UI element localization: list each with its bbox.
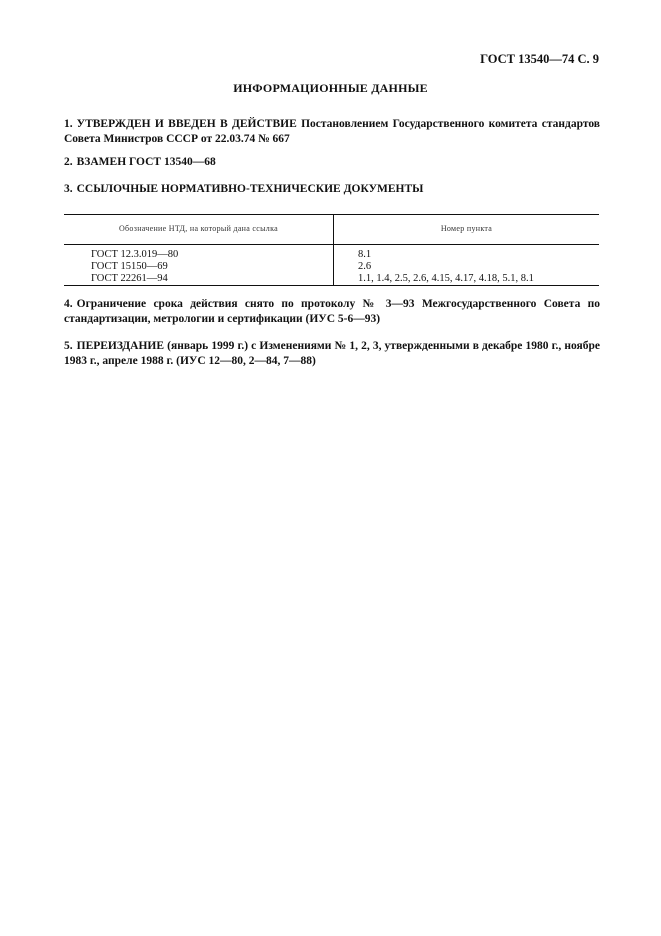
item-number: 1. xyxy=(64,118,73,130)
table-column-clauses xyxy=(358,249,534,285)
item-text: Постановлением Государственного комитета стандартов Совета Министров СССР от 22.03.74 № 667 xyxy=(64,118,600,145)
table-header-rule xyxy=(64,244,599,245)
table-cell-clause: 2.6 xyxy=(358,261,372,272)
item-lead: УТВЕРЖДЕН И ВВЕДЕН В ДЕЙСТВИЕ xyxy=(76,118,297,130)
table-header-document: Обозначение НТД, на который дана ссылка xyxy=(118,224,279,233)
table-column-documents xyxy=(91,249,178,285)
document-reference: ГОСТ 13540—74 С. 9 xyxy=(480,52,599,66)
item-text: Ограничение срока действия снято по протоколу № 3—93 Межгосударственного Совета по стандартизации, метрологии и сертификации (ИУС 5-6—93) xyxy=(64,298,600,325)
table-cell-clause: 8.1 xyxy=(358,249,372,260)
page-title: ИНФОРМАЦИОННЫЕ ДАННЫЕ xyxy=(233,81,428,95)
table-bottom-rule xyxy=(64,285,599,286)
table-header-clause: Номер пункта xyxy=(440,224,493,233)
info-item-5 xyxy=(64,339,600,369)
item-number: 3. xyxy=(64,183,73,195)
item-lead: ВЗАМЕН ГОСТ 13540—68 xyxy=(76,156,216,168)
table-top-rule xyxy=(64,214,599,215)
info-item-1 xyxy=(64,117,600,147)
item-number: 2. xyxy=(64,156,73,168)
table-cell-doc: ГОСТ 15150—69 xyxy=(91,261,168,272)
info-item-2 xyxy=(64,155,600,170)
table-cell-doc: ГОСТ 22261—94 xyxy=(91,273,168,284)
item-lead: ССЫЛОЧНЫЕ НОРМАТИВНО-ТЕХНИЧЕСКИЕ ДОКУМЕНТЫ xyxy=(76,183,424,195)
item-number: 4. xyxy=(64,298,73,310)
table-cell-doc: ГОСТ 12.3.019—80 xyxy=(91,249,179,260)
item-text: (январь 1999 г.) с Изменениями № 1, 2, 3, утвержденными в декабре 1980 г., ноябре 1983 г., апреле 1988 г. (ИУС 12—80, 2—84, 7—88) xyxy=(64,340,601,367)
table-cell-clause: 1.1, 1.4, 2.5, 2.6, 4.15, 4.17, 4.18, 5.1, 8.1 xyxy=(358,273,534,284)
info-item-4 xyxy=(64,297,600,327)
reference-documents-table xyxy=(64,214,599,286)
item-lead: ПЕРЕИЗДАНИЕ xyxy=(76,340,165,352)
item-number: 5. xyxy=(64,340,73,352)
info-item-3 xyxy=(64,182,600,197)
